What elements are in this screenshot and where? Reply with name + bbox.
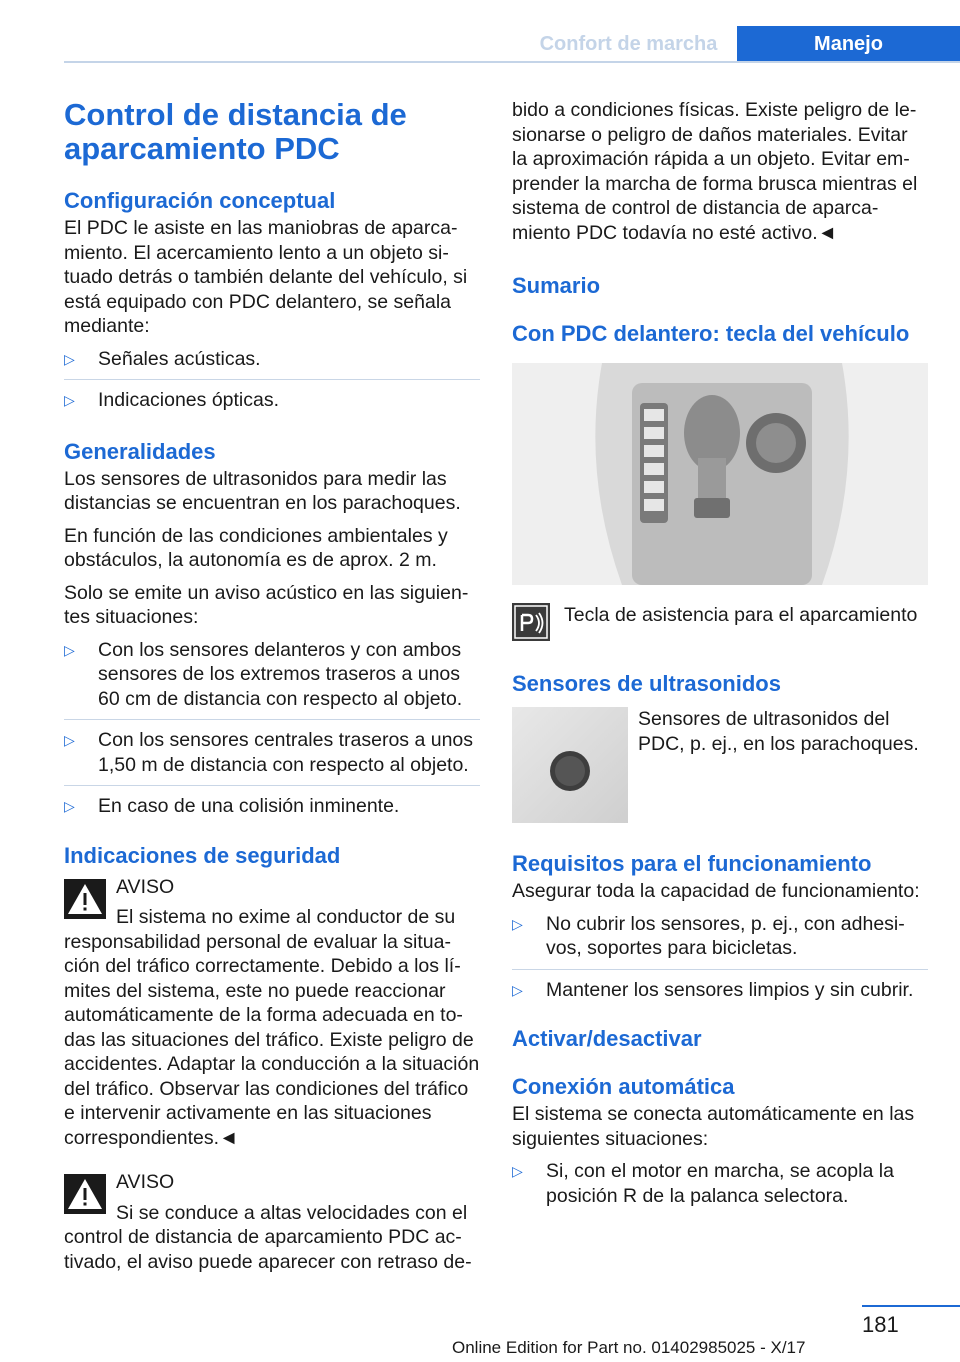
figure-caption — [512, 603, 928, 643]
parking-assist-icon — [512, 603, 550, 641]
general-p1: Los sensores de ultrasonidos para medir las distancias se encuentran en los parachoques. — [64, 467, 461, 514]
bullet-triangle-icon: ▷ — [512, 981, 523, 998]
concept-list — [64, 347, 480, 413]
list-divider — [64, 785, 480, 786]
warning-block — [64, 875, 480, 1151]
list-item: ▷ Con los sensores centrales traseros a unos 1,50 m de distancia con respecto al objeto. — [64, 729, 474, 776]
bullet-triangle-icon: ▷ — [64, 732, 75, 748]
auto-connect-text: El sistema se conecta automáticamente en las siguientes situaciones: — [512, 1103, 915, 1150]
bullet-triangle-icon: ▷ — [64, 350, 75, 367]
warning-text: El sistema no exime al conductor de su responsabilidad personal de evaluar la situación del tráfico correctamente. Debido a los límites del sistema, este no puede reaccionar automáticamente de la forma adecuada en todas las situaciones del tráfico. Existe peligro de accidentes. Adaptar la conducción a la situación del tráfico. Observar las condiciones del tráfico e intervenir activamente en las situaciones correspondientes.◄ — [64, 906, 480, 1149]
warning-icon — [64, 1174, 106, 1214]
list-item: ▷ No cubrir los sensores, p. ej., con adhesivos, soportes para bicicletas. — [512, 912, 905, 959]
center-console-image — [512, 363, 928, 585]
warning-icon — [64, 879, 106, 919]
right-column — [512, 98, 928, 1208]
requirements-heading: Requisitos para el funcionamiento — [512, 851, 872, 876]
left-column — [64, 98, 480, 1274]
warning-text: Si se conduce a altas velocidades con el control de distancia de aparcamiento PDC activado, el aviso puede aparecer con retraso de- — [64, 1201, 472, 1273]
warning-label: AVISO — [116, 1171, 175, 1193]
auto-connect-list — [512, 1159, 928, 1208]
sensors-text: Sensores de ultrasonidos del PDC, p. ej., en los parachoques. — [638, 708, 919, 755]
bullet-triangle-icon: ▷ — [64, 798, 75, 814]
bullet-triangle-icon: ▷ — [64, 392, 75, 408]
safety-heading: Indicaciones de seguridad — [64, 842, 341, 868]
page-number: 181 — [862, 1312, 899, 1337]
requirements-list — [512, 912, 928, 1003]
header-chapter-tab: Manejo — [737, 26, 960, 62]
requirements-text: Asegurar toda la capacidad de funcionamiento: — [512, 880, 920, 902]
ultrasonic-sensor-image — [512, 707, 628, 823]
bullet-triangle-icon: ▷ — [64, 641, 75, 658]
list-item: ▷ Si, con el motor en marcha, se acopla la posición R de la palanca selectora. — [512, 1160, 894, 1207]
list-item: ▷ Con los sensores delanteros y con ambos sensores de los extremos traseros a unos 60 cm de distancia con respecto al objeto. — [64, 638, 463, 710]
warning-block — [64, 1170, 480, 1274]
summary-heading: Sumario — [512, 273, 601, 298]
concept-text: El PDC le asiste en las maniobras de aparcamiento. El acercamiento lento a un objeto situado detrás o también delante del vehículo, si está equipado con PDC delantero, se señala mediante: — [64, 217, 468, 337]
warning-label: AVISO — [116, 875, 175, 898]
front-pdc-heading: Con PDC delantero: tecla del vehículo — [512, 321, 910, 346]
general-p2: En función de las condiciones ambientales y obstáculos, la autonomía es de aprox. 2 m. — [64, 524, 448, 571]
edition-note: Online Edition for Part no. 01402985025 - X/17 — [452, 1338, 806, 1357]
general-heading: Generalidades — [64, 438, 216, 464]
sensors-heading: Sensores de ultrasonidos — [512, 671, 781, 696]
footer-rule — [862, 1305, 960, 1307]
header-rule — [64, 61, 960, 63]
bullet-triangle-icon: ▷ — [512, 915, 523, 932]
list-item: ▷ En caso de una colisión inminente. — [64, 795, 400, 817]
list-divider — [512, 969, 928, 970]
header-section-tab: Confort de marcha — [523, 26, 734, 62]
page-title: Control de distancia de aparcamiento PDC — [64, 97, 407, 166]
list-item: ▷ Mantener los sensores limpios y sin cubrir. — [512, 978, 914, 1001]
caption-text: Tecla de asistencia para el aparcamiento — [564, 604, 918, 626]
list-item: ▷ Indicaciones ópticas. — [64, 389, 280, 411]
general-list — [64, 638, 480, 819]
sensor-figure — [512, 707, 928, 825]
bullet-triangle-icon: ▷ — [512, 1163, 523, 1179]
list-divider — [64, 719, 480, 720]
auto-connect-heading: Conexión automática — [512, 1074, 735, 1099]
activate-heading: Activar/desactivar — [512, 1026, 702, 1051]
general-p3: Solo se emite un aviso acústico en las siguientes situaciones: — [64, 581, 469, 628]
continued-text: bido a condiciones físicas. Existe peligro de lesionarse o peligro de daños materiales. Evitar la aproximación rápida a un objeto. Evitar emprender la marcha de forma brusca mientras el sistema de control de distancia de aparcamiento PDC todavía no esté activo.◄ — [512, 99, 918, 244]
concept-heading: Configuración conceptual — [64, 188, 336, 213]
list-item: ▷ Señales acústicas. — [64, 347, 261, 370]
list-divider — [64, 379, 480, 380]
